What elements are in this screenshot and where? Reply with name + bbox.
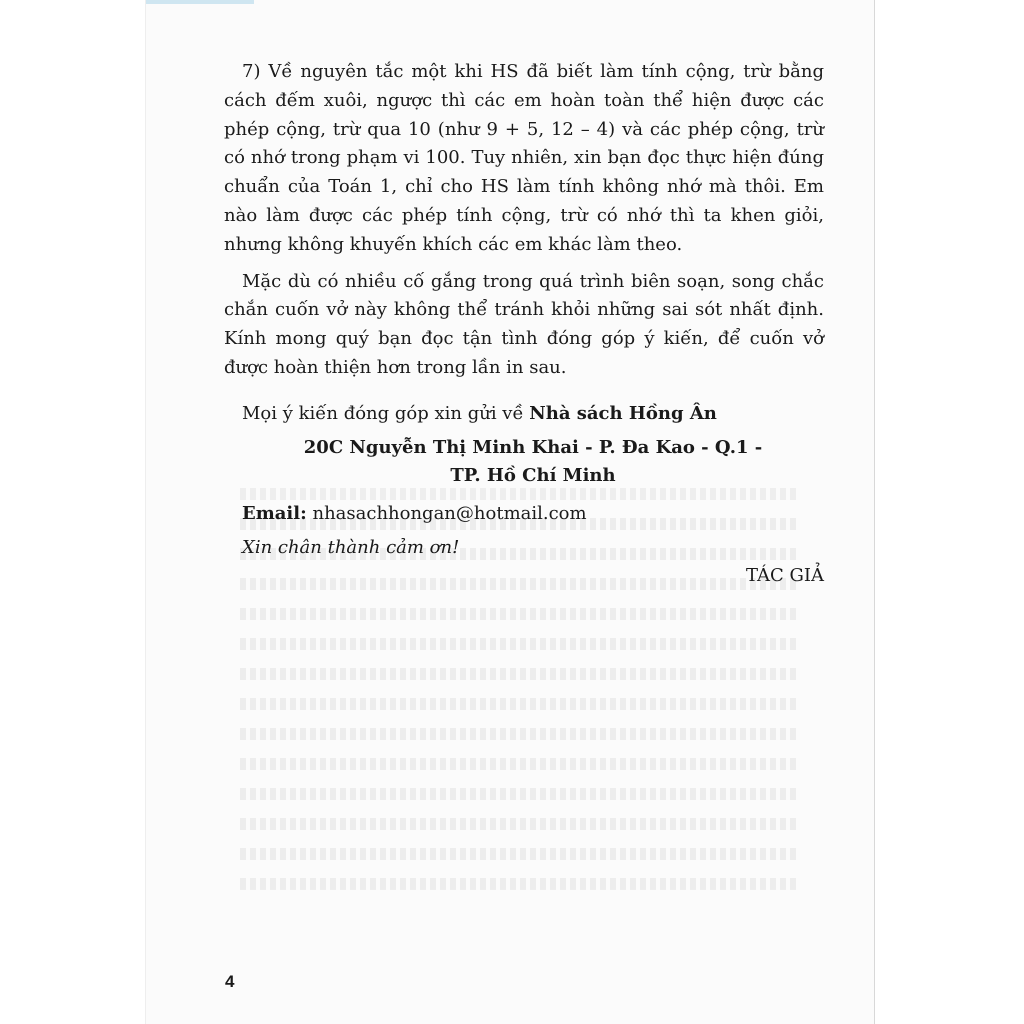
email-line (224, 500, 824, 528)
page-number: 4 (225, 972, 235, 991)
address-line-2: TP. Hồ Chí Minh (450, 464, 616, 486)
contact-intro-text: Mọi ý kiến đóng góp xin gửi về (242, 402, 530, 424)
page-edge-accent (146, 0, 254, 4)
paragraph-apology: Mặc dù có nhiều cố gắng trong quá trình biên soạn, song chắc chắn cuốn vở này không thể tránh khỏi những sai sót nhất định. Kính mong quý bạn đọc tận tình đóng góp ý kiến, để cuốn vở được hoàn thiện hơn trong lần in sau. (224, 270, 824, 378)
thanks-note: Xin chân thành cảm ơn! (242, 536, 460, 558)
paragraph-rule-7: 7) Về nguyên tắc một khi HS đã biết làm tính cộng, trừ bằng cách đếm xuôi, ngược thì các em hoàn toàn thể hiện được các phép cộng, trừ qua 10 (như 9 + 5, 12 – 4) và các phép cộng, trừ có nhớ trong phạm vi 100. Tuy nhiên, xin bạn đọc thực hiện đúng chuẩn của Toán 1, chỉ cho HS làm tính không nhớ mà thôi. Em nào làm được các phép tính cộng, trừ có nhớ thì ta khen giỏi, nhưng không khuyến khích các em khác làm theo. (224, 61, 824, 255)
publisher-name: Nhà sách Hồng Ân (529, 402, 717, 424)
email-label: Email: (242, 502, 307, 524)
email-address: nhasachhongan@hotmail.com (306, 502, 587, 524)
author-signature: TÁC GIẢ (745, 564, 824, 586)
contact-intro (224, 400, 824, 428)
publisher-address (224, 434, 824, 490)
address-line-1: 20C Nguyễn Thị Minh Khai - P. Đa Kao - Q.1 - (303, 436, 763, 458)
page-content (224, 58, 824, 590)
